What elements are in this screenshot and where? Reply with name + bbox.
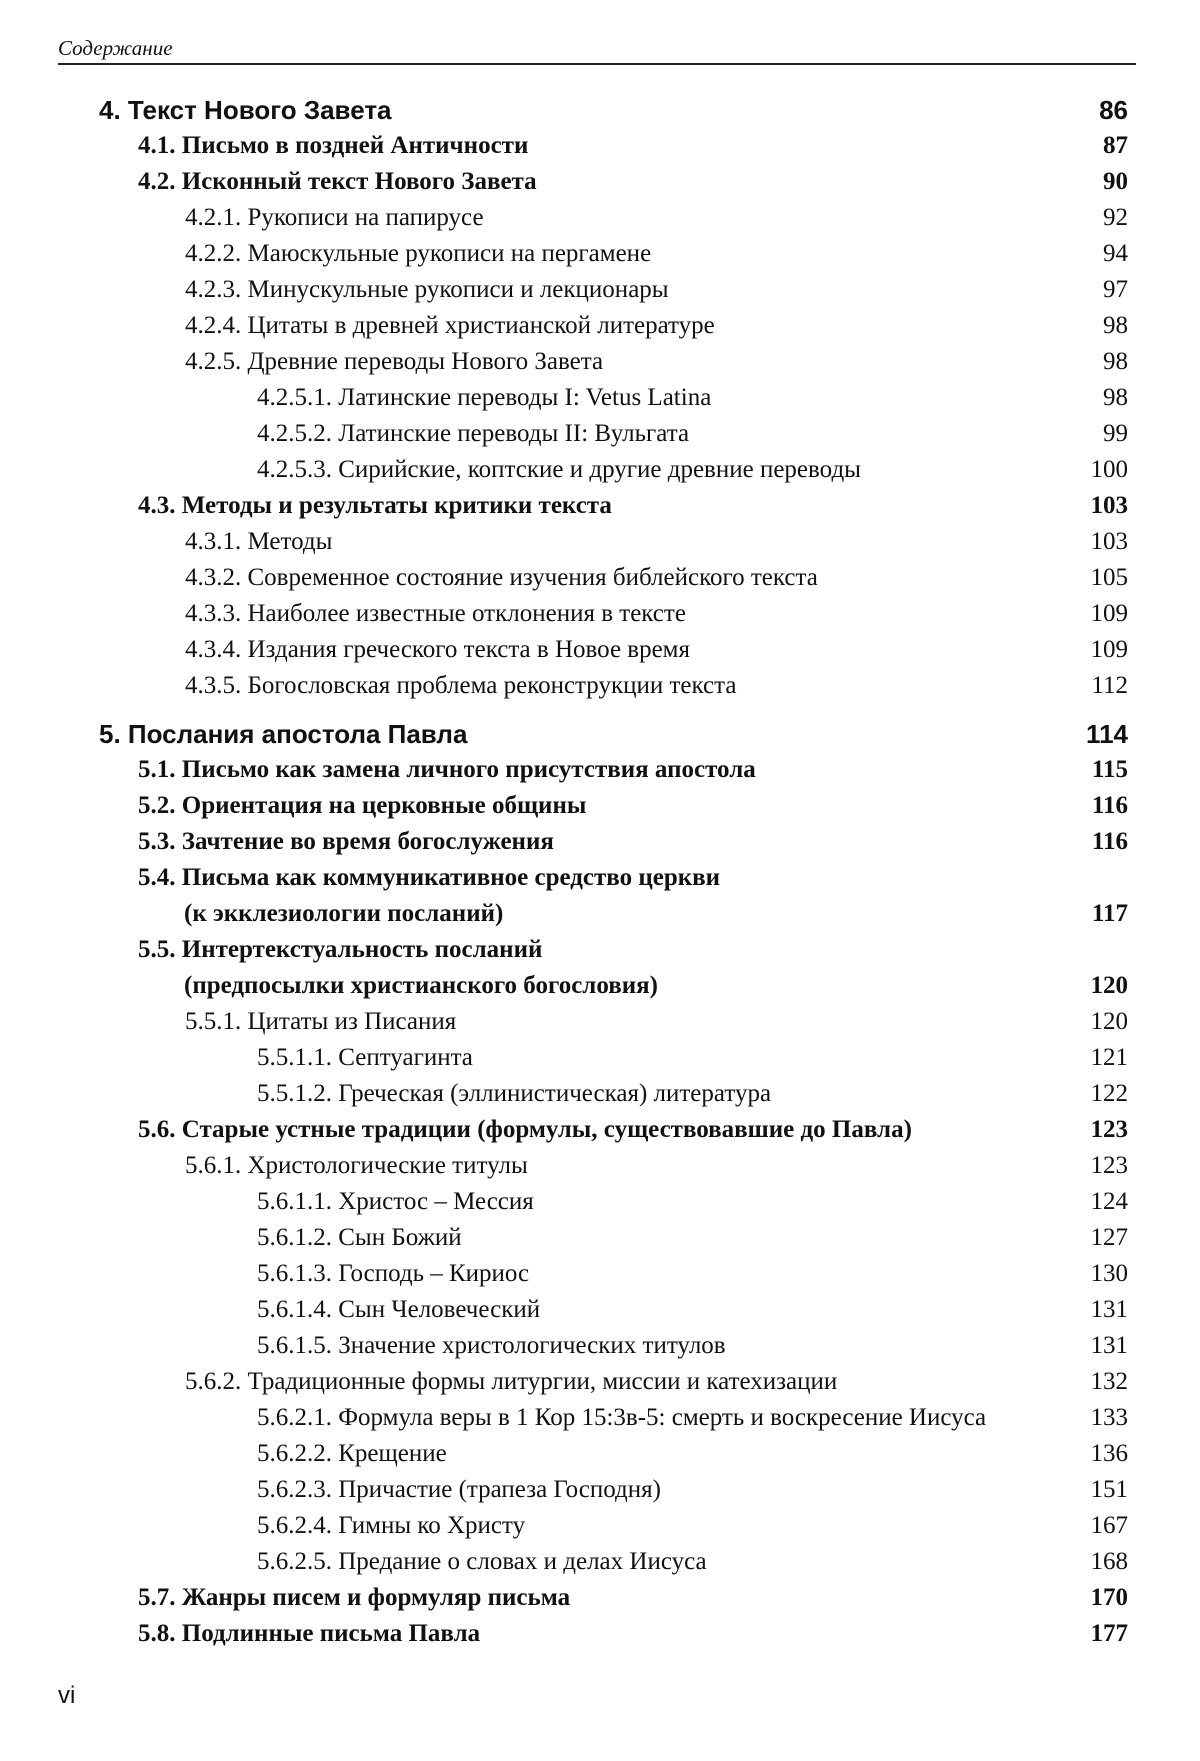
toc-entry-level-3 — [0, 1076, 1200, 1112]
toc-entry-page: 103 — [1090, 528, 1128, 555]
toc-entry-level-3 — [0, 1472, 1200, 1508]
toc-entry-page: 123 — [1090, 1116, 1128, 1143]
toc-entry-page: 87 — [1103, 132, 1128, 159]
toc-entry-title: 4.3. Методы и результаты критики текста — [138, 492, 612, 519]
toc-entry-level-0 — [0, 92, 1200, 128]
toc-entry-level-2 — [0, 1148, 1200, 1184]
toc-entry-level-1 — [0, 968, 1200, 1004]
toc-entry-page: 170 — [1090, 1584, 1128, 1611]
toc-entry-page: 133 — [1090, 1404, 1128, 1431]
toc-entry-page: 120 — [1090, 972, 1128, 999]
toc-entry-page: 92 — [1103, 204, 1128, 231]
toc-entry-page: 120 — [1090, 1008, 1128, 1035]
toc-entry-level-1 — [0, 860, 1200, 896]
toc-entry-page: 116 — [1091, 828, 1128, 855]
toc-entry-level-1 — [0, 1580, 1200, 1616]
toc-entry-level-3 — [0, 380, 1200, 416]
toc-entry-page: 99 — [1103, 420, 1128, 447]
toc-entry-page: 117 — [1091, 900, 1128, 927]
toc-entry-level-2 — [0, 308, 1200, 344]
toc-entry-page: 122 — [1090, 1080, 1128, 1107]
toc-entry-level-2 — [0, 1364, 1200, 1400]
toc-entry-page: 121 — [1090, 1044, 1128, 1071]
toc-entry-title: 5.5.1. Цитаты из Писания — [185, 1008, 457, 1035]
toc-entry-title: 4.3.5. Богословская проблема реконструкции текста — [185, 672, 737, 699]
toc-entry-page: 97 — [1103, 276, 1128, 303]
toc-entry-title: 5.3. Зачтение во время богослужения — [138, 828, 554, 855]
toc-entry-title: 5.2. Ориентация на церковные общины — [138, 792, 587, 819]
toc-entry-page: 109 — [1090, 636, 1128, 663]
toc-entry-level-3 — [0, 1328, 1200, 1364]
toc-entry-level-2 — [0, 236, 1200, 272]
table-of-contents — [0, 92, 1200, 1652]
toc-entry-title: 4.2.5.2. Латинские переводы II: Вульгата — [257, 420, 690, 447]
running-header-title: Содержание — [58, 36, 173, 60]
toc-entry-level-3 — [0, 1220, 1200, 1256]
toc-entry-level-1 — [0, 824, 1200, 860]
toc-entry-page: 167 — [1090, 1512, 1128, 1539]
toc-entry-page: 131 — [1090, 1332, 1128, 1359]
toc-entry-level-1 — [0, 128, 1200, 164]
toc-entry-title: 5.8. Подлинные письма Павла — [138, 1620, 481, 1647]
toc-entry-title: 4. Текст Нового Завета — [99, 95, 392, 125]
toc-entry-title: 5.6.1.5. Значение христологических титулов — [257, 1332, 726, 1359]
toc-entry-title: 5.6.1. Христологические титулы — [185, 1152, 528, 1179]
toc-entry-level-2 — [0, 272, 1200, 308]
toc-entry-page: 100 — [1090, 456, 1128, 483]
toc-entry-title: 5.5.1.2. Греческая (эллинистическая) литература — [257, 1080, 772, 1107]
toc-entry-title: 5.6.1.4. Сын Человеческий — [257, 1296, 541, 1323]
toc-entry-title: 4.3.1. Методы — [185, 528, 333, 555]
toc-entry-page: 115 — [1091, 756, 1128, 783]
running-header — [58, 36, 1136, 65]
toc-entry-page: 103 — [1090, 492, 1128, 519]
toc-entry-page: 114 — [1086, 719, 1128, 749]
toc-entry-page: 98 — [1103, 312, 1128, 339]
toc-entry-title: 4.2.1. Рукописи на папирусе — [185, 204, 484, 231]
toc-entry-title: 4.2.4. Цитаты в древней христианской литературе — [185, 312, 715, 339]
toc-entry-level-3 — [0, 452, 1200, 488]
toc-entry-title: 4.2. Исконный текст Нового Завета — [138, 168, 537, 195]
toc-entry-level-1 — [0, 932, 1200, 968]
toc-entry-level-3 — [0, 1292, 1200, 1328]
toc-entry-title: 5.1. Письмо как замена личного присутствия апостола — [138, 756, 756, 783]
toc-entry-page: 90 — [1103, 168, 1128, 195]
toc-entry-level-2 — [0, 668, 1200, 704]
toc-entry-title: 4.3.4. Издания греческого текста в Новое время — [185, 636, 691, 663]
toc-entry-level-1 — [0, 788, 1200, 824]
toc-entry-title: 5.6.1.2. Сын Божий — [257, 1224, 462, 1251]
toc-entry-title: 4.3.2. Современное состояние изучения библейского текста — [185, 564, 818, 591]
toc-entry-page: 112 — [1091, 672, 1128, 699]
toc-entry-page: 136 — [1090, 1440, 1128, 1467]
toc-entry-title: 4.2.5. Древние переводы Нового Завета — [185, 348, 604, 375]
toc-entry-title: 5. Послания апостола Павла — [99, 719, 468, 749]
toc-entry-title: 5.6.2.3. Причастие (трапеза Господня) — [257, 1476, 661, 1503]
toc-entry-page: 94 — [1103, 240, 1128, 267]
toc-entry-page: 116 — [1091, 792, 1128, 819]
toc-entry-level-2 — [0, 344, 1200, 380]
toc-entry-level-3 — [0, 1040, 1200, 1076]
toc-entry-title: 5.7. Жанры писем и формуляр письма — [138, 1584, 571, 1611]
toc-entry-title: 5.6.1.1. Христос – Мессия — [257, 1188, 534, 1215]
toc-entry-level-2 — [0, 1004, 1200, 1040]
toc-entry-level-2 — [0, 560, 1200, 596]
toc-entry-page: 105 — [1090, 564, 1128, 591]
toc-entry-page: 132 — [1090, 1368, 1128, 1395]
toc-entry-page: 131 — [1090, 1296, 1128, 1323]
toc-entry-level-2 — [0, 632, 1200, 668]
toc-entry-page: 124 — [1090, 1188, 1128, 1215]
toc-entry-level-3 — [0, 1184, 1200, 1220]
toc-entry-level-0 — [0, 716, 1200, 752]
toc-entry-page: 109 — [1090, 600, 1128, 627]
toc-entry-level-1 — [0, 752, 1200, 788]
toc-entry-title: 4.2.5.3. Сирийские, коптские и другие древние переводы — [257, 456, 861, 483]
toc-entry-page: 151 — [1090, 1476, 1128, 1503]
toc-entry-level-3 — [0, 416, 1200, 452]
toc-entry-level-3 — [0, 1256, 1200, 1292]
toc-entry-page: 177 — [1090, 1620, 1128, 1647]
toc-entry-page: 130 — [1090, 1260, 1128, 1287]
toc-entry-title: 5.4. Письма как коммуникативное средство церкви — [138, 864, 721, 891]
toc-entry-page: 123 — [1090, 1152, 1128, 1179]
toc-entry-page: 98 — [1103, 384, 1128, 411]
toc-entry-title: 5.6.1.3. Господь – Кириос — [257, 1260, 530, 1287]
toc-entry-page: 98 — [1103, 348, 1128, 375]
toc-entry-level-1 — [0, 1616, 1200, 1652]
toc-entry-title: 5.6.2.1. Формула веры в 1 Кор 15:3в-5: смерть и воскресение Иисуса — [257, 1404, 987, 1431]
toc-entry-title: 5.6.2.2. Крещение — [257, 1440, 447, 1467]
toc-entry-title: (к экклезиологии посланий) — [184, 900, 504, 927]
toc-entry-level-2 — [0, 524, 1200, 560]
toc-entry-level-1 — [0, 1112, 1200, 1148]
toc-entry-title: 4.2.3. Минускульные рукописи и лекционары — [185, 276, 669, 303]
toc-entry-page: 168 — [1090, 1548, 1128, 1575]
toc-entry-level-1 — [0, 488, 1200, 524]
toc-entry-title: 5.6. Старые устные традиции (формулы, существовавшие до Павла) — [138, 1116, 912, 1143]
toc-entry-level-2 — [0, 596, 1200, 632]
toc-entry-title: 5.5.1.1. Септуагинта — [257, 1044, 473, 1071]
toc-entry-level-1 — [0, 164, 1200, 200]
toc-entry-title: 4.2.5.1. Латинские переводы I: Vetus Latina — [257, 384, 712, 411]
toc-entry-title: 5.6.2. Традиционные формы литургии, миссии и катехизации — [185, 1368, 838, 1395]
toc-entry-level-3 — [0, 1508, 1200, 1544]
toc-entry-title: 4.1. Письмо в поздней Античности — [138, 132, 529, 159]
page-number: vi — [58, 1682, 76, 1709]
toc-entry-title: 4.2.2. Маюскульные рукописи на пергамене — [185, 240, 652, 267]
toc-entry-level-1 — [0, 896, 1200, 932]
toc-entry-title: 4.3.3. Наиболее известные отклонения в тексте — [185, 600, 686, 627]
toc-entry-title: 5.5. Интертекстуальность посланий — [138, 936, 543, 963]
toc-entry-title: (предпосылки христианского богословия) — [184, 972, 658, 999]
toc-entry-level-3 — [0, 1544, 1200, 1580]
toc-entry-page: 86 — [1099, 95, 1128, 125]
toc-entry-level-2 — [0, 200, 1200, 236]
toc-entry-level-3 — [0, 1436, 1200, 1472]
toc-entry-page: 127 — [1090, 1224, 1128, 1251]
toc-entry-title: 5.6.2.5. Предание о словах и делах Иисуса — [257, 1548, 707, 1575]
toc-entry-level-3 — [0, 1400, 1200, 1436]
toc-entry-title: 5.6.2.4. Гимны ко Христу — [257, 1512, 526, 1539]
